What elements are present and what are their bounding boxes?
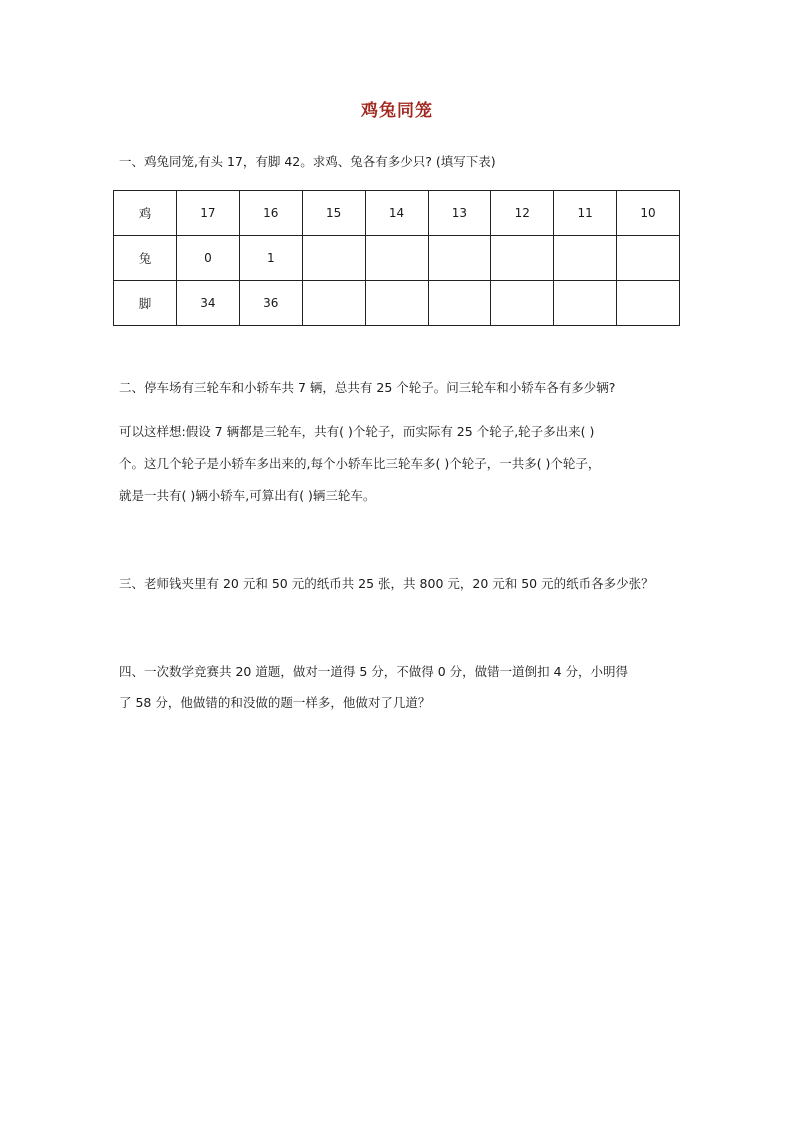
- table-row-chicken: [114, 191, 680, 236]
- question-4-text-line: 四、一次数学竞赛共 20 道题，做对一道得 5 分，不做得 0 分，做错一道倒扣 4 分，小明得: [119, 664, 629, 679]
- table-cell-blank: [428, 281, 491, 326]
- table-cell: 13: [428, 191, 491, 236]
- table-cell-blank: [617, 236, 680, 281]
- table-cell: 1: [239, 236, 302, 281]
- table-cell: 11: [554, 191, 617, 236]
- table-cell: 36: [239, 281, 302, 326]
- question-1-text: 一、鸡兔同笼,有头 17，有脚 42。求鸡、兔各有多少只? (填写下表): [119, 154, 496, 169]
- table-row-rabbit: [114, 236, 680, 281]
- page-title: 鸡兔同笼: [361, 101, 433, 121]
- question-4-text-line: 了 58 分，他做错的和没做的题一样多，他做对了几道？: [119, 695, 431, 710]
- question-2-text: 二、停车场有三轮车和小轿车共 7 辆，总共有 25 个轮子。问三轮车和小轿车各有多少辆?: [119, 380, 616, 395]
- table-cell: 10: [617, 191, 680, 236]
- question-2-hint-line: 可以这样想:假设 7 辆都是三轮车，共有( )个轮子，而实际有 25 个轮子,轮子多出来( ): [119, 424, 595, 439]
- table-cell-blank: [554, 281, 617, 326]
- chicken-rabbit-table: [113, 190, 680, 326]
- row-header-chicken: 鸡: [114, 191, 177, 236]
- table-cell-blank: [365, 236, 428, 281]
- table-cell: 0: [177, 236, 240, 281]
- table-cell-blank: [554, 236, 617, 281]
- table-cell: 15: [302, 191, 365, 236]
- table-cell: 16: [239, 191, 302, 236]
- table-cell-blank: [491, 236, 554, 281]
- table-cell-blank: [428, 236, 491, 281]
- row-header-feet: 脚: [114, 281, 177, 326]
- row-header-rabbit: 兔: [114, 236, 177, 281]
- table-cell: 12: [491, 191, 554, 236]
- question-3-text: 三、老师钱夹里有 20 元和 50 元的纸币共 25 张，共 800 元，20 元和 50 元的纸币各多少张？: [119, 576, 654, 591]
- table-cell: 34: [177, 281, 240, 326]
- table-cell: 17: [177, 191, 240, 236]
- table-cell-blank: [491, 281, 554, 326]
- table-cell-blank: [617, 281, 680, 326]
- question-2-hint-line: 个。这几个轮子是小轿车多出来的,每个小轿车比三轮车多( )个轮子，一共多( )个轮子，: [119, 456, 601, 471]
- table-row-feet: [114, 281, 680, 326]
- table-cell: 14: [365, 191, 428, 236]
- table-cell-blank: [365, 281, 428, 326]
- table-cell-blank: [302, 281, 365, 326]
- table-cell-blank: [302, 236, 365, 281]
- question-2-hint-line: 就是一共有( )辆小轿车,可算出有( )辆三轮车。: [119, 488, 376, 503]
